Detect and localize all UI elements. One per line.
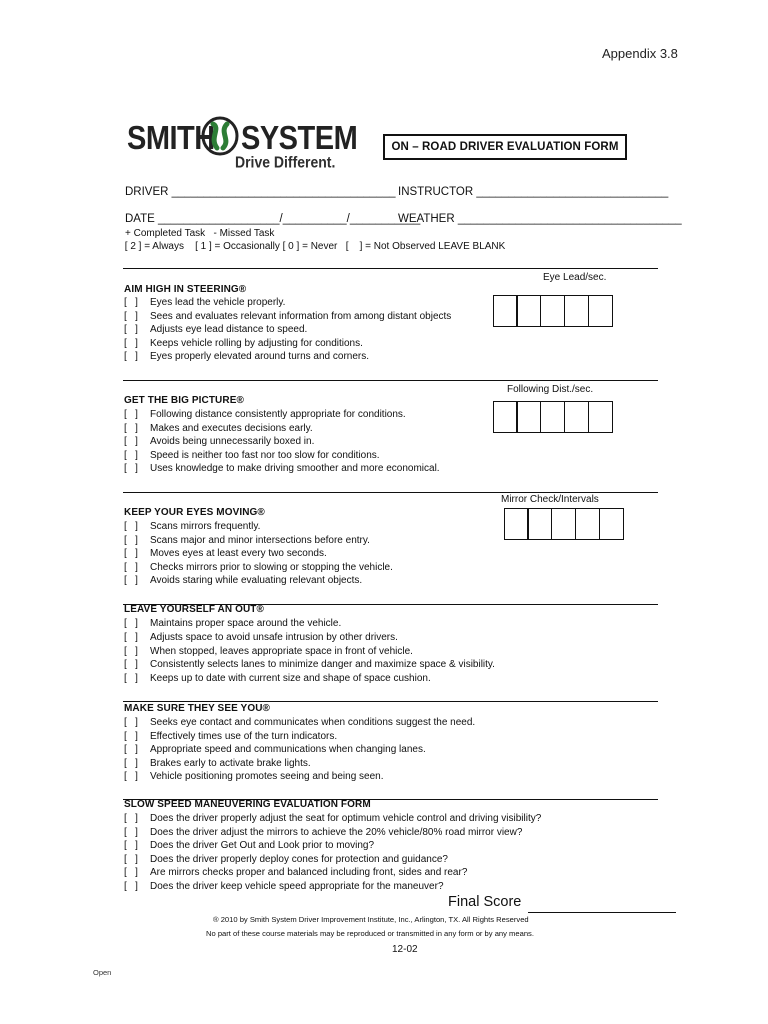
checklist-item (124, 575, 362, 586)
score-checkbox[interactable]: [ ] (124, 351, 138, 363)
score-checkbox[interactable]: [ ] (124, 673, 138, 685)
score-checkbox[interactable]: [ ] (124, 771, 138, 783)
item-text: Avoids being unnecessarily boxed in. (150, 436, 315, 448)
score-checkbox[interactable]: [ ] (124, 744, 138, 756)
measurement-cell[interactable] (516, 295, 541, 327)
instructor-field[interactable]: INSTRUCTOR ______________________________ (398, 186, 669, 198)
item-text: Scans major and minor intersections before entry. (150, 534, 370, 546)
item-text: Checks mirrors prior to slowing or stopping the vehicle. (150, 561, 393, 573)
item-text: Eyes lead the vehicle properly. (150, 297, 286, 308)
score-checkbox[interactable]: [ ] (124, 826, 138, 838)
item-text: Uses knowledge to make driving smoother and more economical. (150, 463, 440, 475)
checklist-item (124, 618, 341, 629)
measurement-cell[interactable] (516, 401, 541, 433)
logo-tagline: Drive Different. (235, 153, 336, 171)
section-divider (123, 701, 658, 702)
item-text: Consistently selects lanes to minimize danger and maximize space & visibility. (150, 659, 495, 671)
score-checkbox[interactable]: [ ] (124, 463, 138, 475)
section-title: KEEP YOUR EYES MOVING® (124, 507, 265, 518)
measurement-cell[interactable] (493, 401, 518, 433)
checklist-item (124, 548, 327, 559)
section-divider (123, 268, 658, 269)
final-score-field[interactable] (528, 912, 676, 913)
checklist-item (124, 297, 285, 308)
logo-mark-icon (201, 116, 239, 156)
item-text: Brakes early to activate brake lights. (150, 757, 311, 769)
checklist-item (124, 338, 363, 349)
measurement-grid-label: Eye Lead/sec. (543, 272, 607, 283)
measurement-cell[interactable] (588, 401, 613, 433)
score-checkbox[interactable]: [ ] (124, 534, 138, 546)
item-text: Vehicle positioning promotes seeing and being seen. (150, 771, 384, 783)
checklist-item (124, 827, 522, 838)
score-checkbox[interactable]: [ ] (124, 409, 138, 420)
item-text: Effectively times use of the turn indicators. (150, 730, 338, 742)
item-text: Does the driver adjust the mirrors to achieve the 20% vehicle/80% road mirror view? (150, 826, 523, 838)
final-score-label: Final Score (448, 894, 522, 910)
measurement-grid (494, 295, 613, 327)
score-checkbox[interactable]: [ ] (124, 618, 138, 629)
weather-field[interactable]: WEATHER ___________________________________ (398, 213, 682, 225)
measurement-cell[interactable] (551, 508, 576, 540)
section-divider (123, 380, 658, 381)
score-checkbox[interactable]: [ ] (124, 645, 138, 657)
score-checkbox[interactable]: [ ] (124, 449, 138, 461)
section-title: GET THE BIG PICTURE® (124, 395, 244, 406)
item-text: Appropriate speed and communications when changing lanes. (150, 744, 426, 756)
score-checkbox[interactable]: [ ] (124, 853, 138, 865)
score-checkbox[interactable]: [ ] (124, 337, 138, 349)
checklist-item (124, 351, 369, 362)
item-text: Eyes properly elevated around turns and corners. (150, 351, 370, 363)
checklist-item (124, 659, 495, 670)
legend-task-key: + Completed Task - Missed Task (125, 228, 275, 239)
item-text: Adjusts eye lead distance to speed. (150, 324, 308, 336)
score-checkbox[interactable]: [ ] (124, 717, 138, 728)
score-checkbox[interactable]: [ ] (124, 521, 138, 532)
item-text: Seeks eye contact and communicates when conditions suggest the need. (150, 717, 476, 728)
checklist-item (124, 632, 398, 643)
checklist-item (124, 646, 413, 657)
item-text: Scans mirrors frequently. (150, 521, 261, 532)
checklist-item (124, 673, 431, 684)
score-checkbox[interactable]: [ ] (124, 548, 138, 560)
driver-field[interactable]: DRIVER ___________________________________ (125, 186, 396, 198)
score-checkbox[interactable]: [ ] (124, 730, 138, 742)
checklist-item (124, 717, 475, 728)
measurement-cell[interactable] (575, 508, 600, 540)
item-text: Speed is neither too fast nor too slow for conditions. (150, 449, 380, 461)
checklist-item (124, 311, 451, 322)
item-text: When stopped, leaves appropriate space in front of vehicle. (150, 645, 413, 657)
score-checkbox[interactable]: [ ] (124, 659, 138, 671)
score-checkbox[interactable]: [ ] (124, 881, 138, 892)
form-code: 12-02 (392, 944, 418, 955)
measurement-cell[interactable] (540, 401, 565, 433)
section-title: SLOW SPEED MANEUVERING EVALUATION FORM (124, 799, 371, 810)
item-text: Sees and evaluates relevant information from among distant objects (150, 310, 452, 322)
logo-word-system: SYSTEM (241, 120, 358, 157)
checklist-item (124, 463, 440, 474)
score-checkbox[interactable]: [ ] (124, 324, 138, 336)
measurement-cell[interactable] (504, 508, 529, 540)
score-checkbox[interactable]: [ ] (124, 867, 138, 879)
item-text: Makes and executes decisions early. (150, 422, 313, 434)
checklist-item (124, 423, 313, 434)
item-text: Does the driver keep vehicle speed appropriate for the maneuver? (150, 881, 444, 892)
score-checkbox[interactable]: [ ] (124, 575, 138, 587)
date-field[interactable]: DATE ___________________/__________/___________ (125, 213, 421, 225)
item-text: Keeps up to date with current size and shape of space cushion. (150, 673, 431, 685)
checklist-item (124, 744, 426, 755)
checklist-item (124, 813, 541, 824)
score-checkbox[interactable]: [ ] (124, 840, 138, 852)
measurement-grid-label: Mirror Check/Intervals (501, 494, 599, 505)
checklist-item (124, 854, 448, 865)
score-checkbox[interactable]: [ ] (124, 422, 138, 434)
checklist-item (124, 409, 406, 420)
item-text: Are mirrors checks proper and balanced including front, sides and rear? (150, 867, 468, 879)
score-checkbox[interactable]: [ ] (124, 310, 138, 322)
measurement-cell[interactable] (599, 508, 624, 540)
logo-word-smith: SMITH (127, 120, 215, 157)
item-text: Moves eyes at least every two seconds. (150, 548, 327, 560)
smith-system-logo (127, 116, 358, 178)
score-checkbox[interactable]: [ ] (124, 436, 138, 448)
form-title: ON – ROAD DRIVER EVALUATION FORM (383, 134, 627, 160)
item-text: Adjusts space to avoid unsafe intrusion by other drivers. (150, 631, 398, 643)
section-title: AIM HIGH IN STEERING® (124, 284, 247, 295)
appendix-label: Appendix 3.8 (602, 46, 678, 61)
rights-notice: No part of these course materials may be reproduced or transmitted in any form or by any means. (206, 929, 534, 938)
measurement-grid (505, 508, 624, 540)
measurement-grid (494, 401, 613, 433)
measurement-cell[interactable] (540, 295, 565, 327)
section-divider (123, 492, 658, 493)
legend-score-key: [ 2 ] = Always [ 1 ] = Occasionally [ 0 ] = Never [ ] = Not Observed LEAVE BLANK (122, 241, 506, 252)
checklist-item (124, 535, 370, 546)
item-text: Does the driver Get Out and Look prior to moving? (150, 840, 375, 852)
score-checkbox[interactable]: [ ] (124, 561, 138, 573)
checklist-item (124, 758, 311, 769)
measurement-cell[interactable] (564, 295, 589, 327)
checklist-item (124, 521, 260, 532)
section-title: MAKE SURE THEY SEE YOU® (124, 703, 270, 714)
item-text: Does the driver properly adjust the seat for optimum vehicle control and driving visibility? (150, 813, 542, 824)
measurement-cell[interactable] (527, 508, 552, 540)
score-checkbox[interactable]: [ ] (124, 813, 138, 824)
checklist-item (124, 450, 380, 461)
item-text: Keeps vehicle rolling by adjusting for conditions. (150, 337, 363, 349)
checklist-item (124, 840, 374, 851)
checklist-item (124, 867, 467, 878)
copyright-notice: ® 2010 by Smith System Driver Improvement Institute, Inc., Arlington, TX. All Rights Reserved (213, 915, 529, 924)
checklist-item (124, 771, 384, 782)
item-text: Following distance consistently appropriate for conditions. (150, 409, 406, 420)
checklist-item (124, 324, 307, 335)
score-checkbox[interactable]: [ ] (124, 631, 138, 643)
checklist-item (124, 562, 393, 573)
checklist-item (124, 881, 444, 892)
item-text: Maintains proper space around the vehicle. (150, 618, 342, 629)
measurement-cell[interactable] (564, 401, 589, 433)
measurement-cell[interactable] (588, 295, 613, 327)
item-text: Avoids staring while evaluating relevant objects. (150, 575, 363, 587)
measurement-grid-label: Following Dist./sec. (507, 384, 594, 395)
checklist-item (124, 731, 337, 742)
checklist-item (124, 436, 314, 447)
measurement-cell[interactable] (493, 295, 518, 327)
item-text: Does the driver properly deploy cones for protection and guidance? (150, 853, 448, 865)
score-checkbox[interactable]: [ ] (124, 757, 138, 769)
open-label: Open (93, 968, 112, 977)
score-checkbox[interactable]: [ ] (124, 297, 138, 308)
section-title: LEAVE YOURSELF AN OUT® (124, 604, 264, 615)
